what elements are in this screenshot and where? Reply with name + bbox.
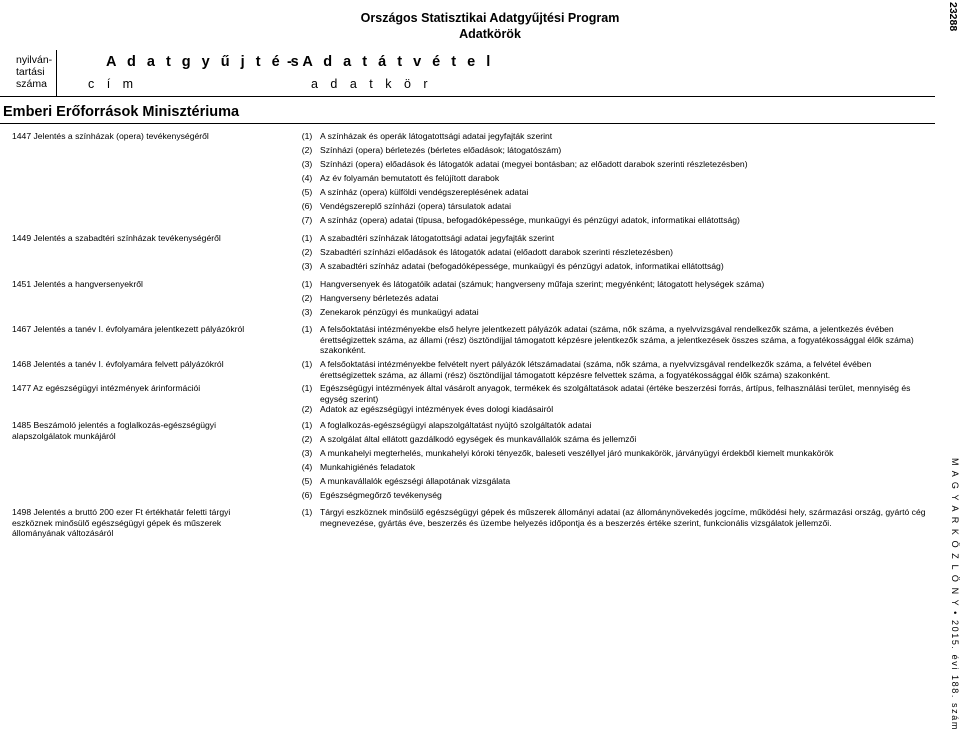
item-number: (1): [301, 359, 313, 369]
item-description: Színházi (opera) előadások és látogatók adatai (megyei bontásban; az előadott darabok szerinti részletezésben): [320, 159, 748, 169]
item-description: Zenekarok pénzügyi és munkaügyi adatai: [320, 307, 479, 317]
item-number: (1): [301, 131, 313, 141]
item-description: A színház (opera) külföldi vendégszereplésének adatai: [320, 187, 529, 197]
item-description: Színházi (opera) bérletezés (bérletes előadások; látogatószám): [320, 145, 562, 155]
item-description: Egészségmegőrző tevékenység: [320, 490, 442, 500]
item-description: A szabadtéri színház adatai (befogadóképessége, munkaügyi és pénzügyi adatok, informatikai ellátottság): [320, 261, 724, 271]
header-rule: [0, 96, 935, 97]
header-col1-line1: nyilván-: [16, 54, 53, 66]
header-col1-line3: száma: [16, 78, 47, 90]
collection-1498: 1498 Jelentés a bruttó 200 ezer Ft értékhatár feletti tárgyi eszköznek minősülő egészségügyi gépek és műszerek állományának változásáról: [12, 507, 231, 538]
item-number: (6): [301, 201, 313, 211]
header-divider: [56, 50, 57, 96]
item-description: A színház (opera) adatai (típusa, befogadóképessége, munkaügyi és pénzügyi adatok, informatikai ellátottság): [320, 215, 740, 225]
program-title: Országos Statisztikai Adatgyűjtési Program: [360, 11, 620, 25]
collection-1468: 1468 Jelentés a tanév I. évfolyamára felvett pályázókról: [12, 359, 224, 369]
item-number: (2): [301, 434, 313, 444]
item-number: (4): [301, 173, 313, 183]
ministry-heading: Emberi Erőforrások Minisztériuma: [3, 104, 240, 120]
collection-1451: 1451 Jelentés a hangversenyekről: [12, 279, 143, 289]
item-description: Tárgyi eszköznek minősülő egészségügyi gépek és műszerek állományi adatai (az állománynövekedés jogcíme, működési hely, származási ország, gyártó cég megnevezése, gyártás éve, beszerzés és üzembe helyezés időpontja és a beszerzés értéke szerint, funkcionális vizsgálatok jellemzői.: [320, 507, 926, 528]
item-description: A szolgálat által ellátott gazdálkodó egységek és munkavállalók száma és jellemzői: [320, 434, 637, 444]
item-number: (2): [301, 145, 313, 155]
item-number: (5): [301, 187, 313, 197]
item-number: (4): [301, 462, 313, 472]
item-number: (1): [301, 324, 313, 334]
item-number: (3): [301, 448, 313, 458]
item-description: Munkahigiénés feladatok: [320, 462, 416, 472]
item-description: Hangverseny bérletezés adatai: [320, 293, 439, 303]
item-number: (1): [301, 507, 313, 517]
item-description: A munkahelyi megterhelés, munkahelyi kóroki tényezők, baleseti veszéllyel járó munkakörök, járványügyi érdekből kiemelt munkakörök: [320, 448, 834, 458]
ministry-rule: [0, 123, 935, 124]
collection-1447: 1447 Jelentés a színházak (opera) tevékenységéről: [12, 131, 209, 141]
header-collection-title: c í m: [88, 77, 138, 91]
program-subtitle: Adatkörök: [459, 27, 521, 41]
header-col1-line2: tartási: [16, 66, 45, 78]
page-number: 23288: [947, 2, 959, 32]
item-number: (2): [301, 293, 313, 303]
collection-1485: 1485 Beszámoló jelentés a foglalkozás-egészségügyi alapszolgálatok munkájáról: [12, 420, 216, 441]
item-number: (3): [301, 307, 313, 317]
collection-1477: 1477 Az egészségügyi intézmények árinformációi: [12, 383, 201, 393]
item-number: (1): [301, 279, 313, 289]
item-description: Adatok az egészségügyi intézmények éves dologi kiadásairól: [320, 404, 554, 414]
item-description: A szabadtéri színházak látogatottsági adatai jegyfajták szerint: [320, 233, 555, 243]
item-description: A felsőoktatási intézményekbe első helyre jelentkezett pályázók adatai (száma, nők száma, a nyelvvizsgával rendelkezők száma, a jelentkezés évében érettségizettek száma, az állami (rész) ösztöndíjjal támogatott képzésre jelentkezők száma, a jelentkezések összes száma, a fogyatékossággal élők száma) szakonként.: [320, 324, 914, 355]
item-number: (7): [301, 215, 313, 225]
header-collection: A d a t g y ű j t é s: [106, 54, 303, 70]
item-number: (1): [301, 233, 313, 243]
header-data-transfer: - A d a t á t v é t e l: [287, 54, 494, 70]
collection-1467: 1467 Jelentés a tanév I. évfolyamára jelentkezett pályázókról: [12, 324, 245, 334]
item-description: A felsőoktatási intézményekbe felvételt nyert pályázók létszámadatai (száma, nők száma, a nyelvvizsgával rendelkezők száma, a felvétel évében érettségizettek száma, az állami (rész) ösztöndíjjal támogatott képzésre felvettek száma, a fogyatékossággal élők száma) szakonként.: [320, 359, 872, 380]
item-description: Az év folyamán bemutatott és felújított darabok: [320, 173, 500, 183]
item-description: Egészségügyi intézmények által vásárolt anyagok, termékek és szolgáltatások adatai (értéke beszerzési forrás, ártípus, felhasználási terület, mennyiség és egység szerint): [320, 383, 911, 404]
item-description: Vendégszereplő színházi (opera) társulatok adatai: [320, 201, 512, 211]
item-number: (3): [301, 261, 313, 271]
item-description: Szabadtéri színházi előadások és látogatók adatai (előadott darabok szerinti részletezésben): [320, 247, 674, 257]
item-description: Hangversenyek és látogatóik adatai (számuk; hangverseny műfaja szerint; megyénként; látogatott helységek száma): [320, 279, 765, 289]
item-number: (3): [301, 159, 313, 169]
collection-1449: 1449 Jelentés a szabadtéri színházak tevékenységéről: [12, 233, 221, 243]
journal-name: M A G Y A R K Ö Z L Ö N Y • 2015. évi 188. szám: [950, 458, 960, 731]
item-number: (5): [301, 476, 313, 486]
item-description: A színházak és operák látogatottsági adatai jegyfajták szerint: [320, 131, 553, 141]
item-description: A foglalkozás-egészségügyi alapszolgáltatást nyújtó szolgáltatók adatai: [320, 420, 592, 430]
item-number: (1): [301, 383, 313, 393]
item-number: (2): [301, 247, 313, 257]
item-number: (6): [301, 490, 313, 500]
item-number: (1): [301, 420, 313, 430]
header-data-scope: a d a t k ö r: [311, 77, 433, 91]
item-description: A munkavállalók egészségi állapotának vizsgálata: [320, 476, 511, 486]
item-number: (2): [301, 404, 313, 414]
